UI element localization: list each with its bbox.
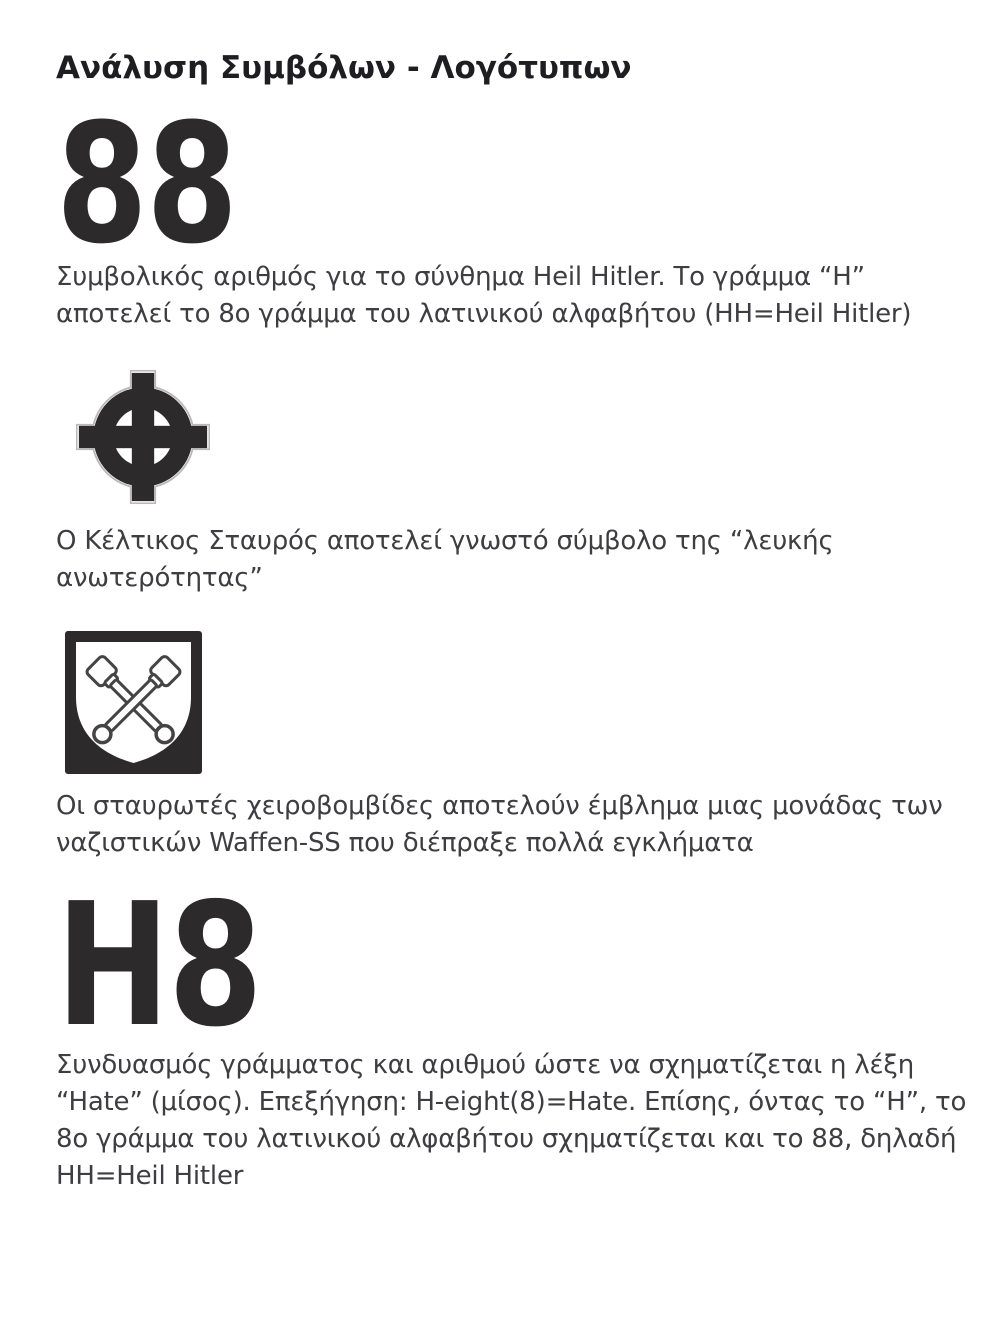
paragraph-h8	[56, 1047, 967, 1195]
paragraph-88-line-1: Συμβολικός αριθμός για το σύνθημα Heil Hitler. Το γράμμα “Η”	[56, 262, 865, 292]
paragraph-celtic-cross	[56, 523, 960, 597]
section-celtic-cross	[56, 369, 960, 597]
crossed-grenades-shield-icon	[65, 631, 202, 774]
paragraph-crossed-grenades	[56, 788, 960, 862]
section-88	[56, 88, 960, 333]
symbol-h8-text: H8	[56, 867, 262, 1065]
celtic-cross-icon	[75, 369, 211, 505]
paragraph-celtic-cross-line-1: Ο Κέλτικος Σταυρός αποτελεί γνωστό σύμβολο της “λευκής	[56, 526, 834, 556]
paragraph-celtic-cross-line-2: ανωτερότητας”	[56, 563, 263, 593]
paragraph-crossed-grenades-line-2: ναζιστικών Waffen-SS που διέπραξε πολλά εγκλήματα	[56, 828, 754, 858]
paragraph-h8-line-1: Συνδυασμός γράμματος και αριθμού ώστε να σχηματίζεται η λέξη	[56, 1050, 914, 1080]
paragraph-crossed-grenades-line-1: Οι σταυρωτές χειροβομβίδες αποτελούν έμβλημα μιας μονάδας των	[56, 791, 943, 821]
symbol-88-text: 88	[56, 88, 237, 280]
page-title: Ανάλυση Συμβόλων - Λογότυπων	[56, 50, 632, 86]
document-page	[0, 52, 1000, 1195]
section-h8	[56, 867, 967, 1195]
paragraph-88-line-2: αποτελεί το 8ο γράμμα του λατινικού αλφαβήτου (ΗΗ=Heil Hitler)	[56, 299, 912, 329]
paragraph-h8-line-3: 8ο γράμμα του λατινικού αλφαβήτου σχηματίζεται και το 88, δηλαδή	[56, 1124, 957, 1154]
section-crossed-grenades	[56, 631, 960, 862]
paragraph-h8-line-2: “Hate” (μίσος). Επεξήγηση: H-eight(8)=Hate. Επίσης, όντας το “Η”, το	[56, 1087, 967, 1117]
paragraph-h8-line-4: ΗΗ=Heil Hitler	[56, 1161, 244, 1191]
